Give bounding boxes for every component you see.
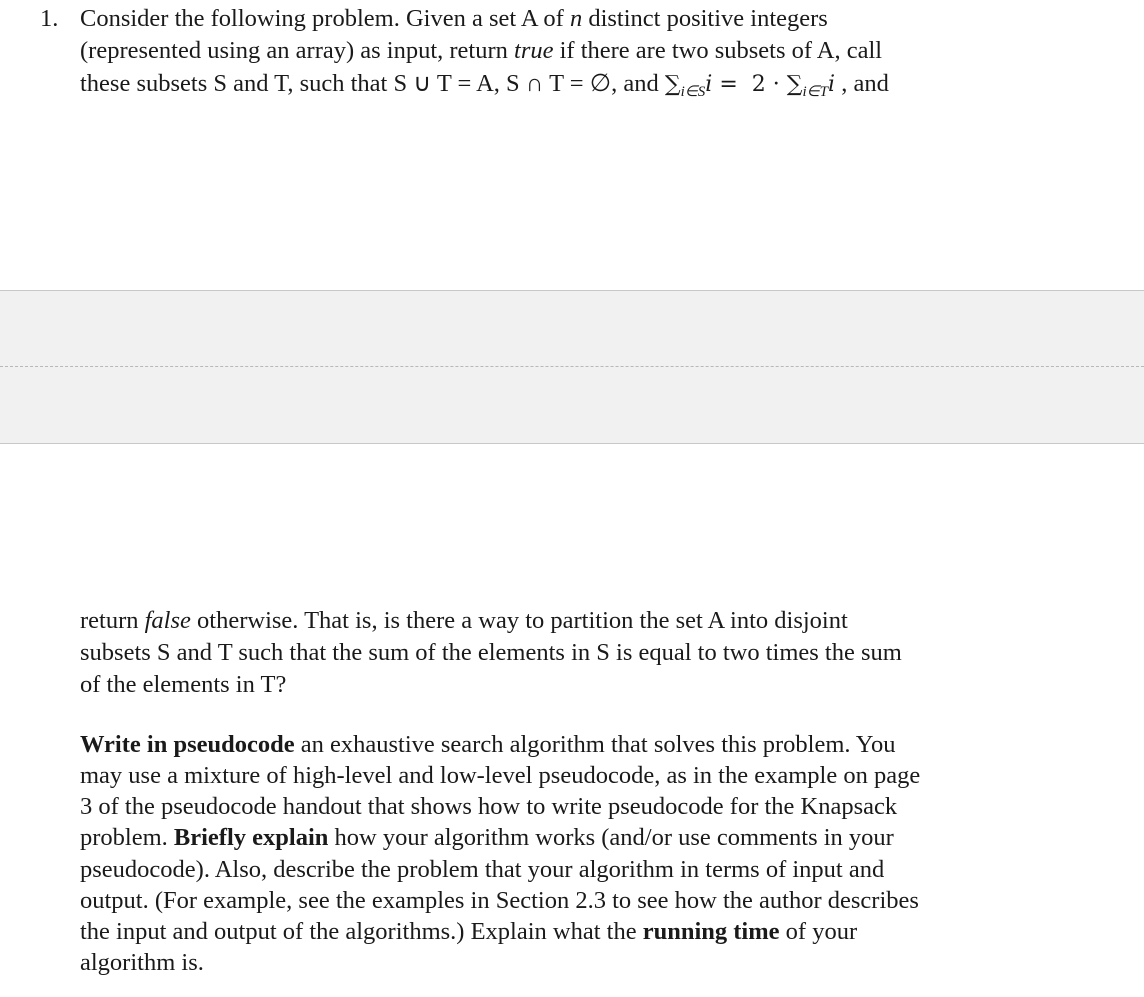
problem-line-2: (represented using an array) as input, return true if there are two subsets of A, call <box>80 37 883 64</box>
instructions-line-3: 3 of the pseudocode handout that shows how to write pseudocode for the Knapsack <box>80 793 898 820</box>
instructions-line-2: may use a mixture of high-level and low-level pseudocode, as in the example on page <box>80 762 921 789</box>
continuation-line-1: return false otherwise. That is, is there a way to partition the set A into disjoint <box>80 607 848 634</box>
problem-number: 1. <box>40 5 59 32</box>
instructions-line-8: algorithm is. <box>80 949 204 976</box>
instructions-line-4: problem. Briefly explain how your algorithm works (and/or use comments in your <box>80 824 894 851</box>
problem-line-3: these subsets S and T, such that S ∪ T = A, S ∩ T = ∅, and $\sum_{i\in S}i = 2 \cdot \sum_{i\in T}i$ , and <box>80 70 889 100</box>
page-break-divider <box>0 366 1144 367</box>
instructions-line-5: pseudocode). Also, describe the problem that your algorithm in terms of input and <box>80 856 885 883</box>
continuation-line-2: subsets S and T such that the sum of the elements in S is equal to two times the sum <box>80 639 902 666</box>
problem-line-1: Consider the following problem. Given a set A of n distinct positive integers <box>80 5 828 32</box>
instructions-line-7: the input and output of the algorithms.) Explain what the running time of your <box>80 918 858 945</box>
page-break-band <box>0 290 1144 444</box>
instructions-line-6: output. (For example, see the examples in Section 2.3 to see how the author describes <box>80 887 919 914</box>
instructions-line-1: Write in pseudocode an exhaustive search algorithm that solves this problem. You <box>80 731 896 758</box>
continuation-line-3: of the elements in T? <box>80 671 287 698</box>
